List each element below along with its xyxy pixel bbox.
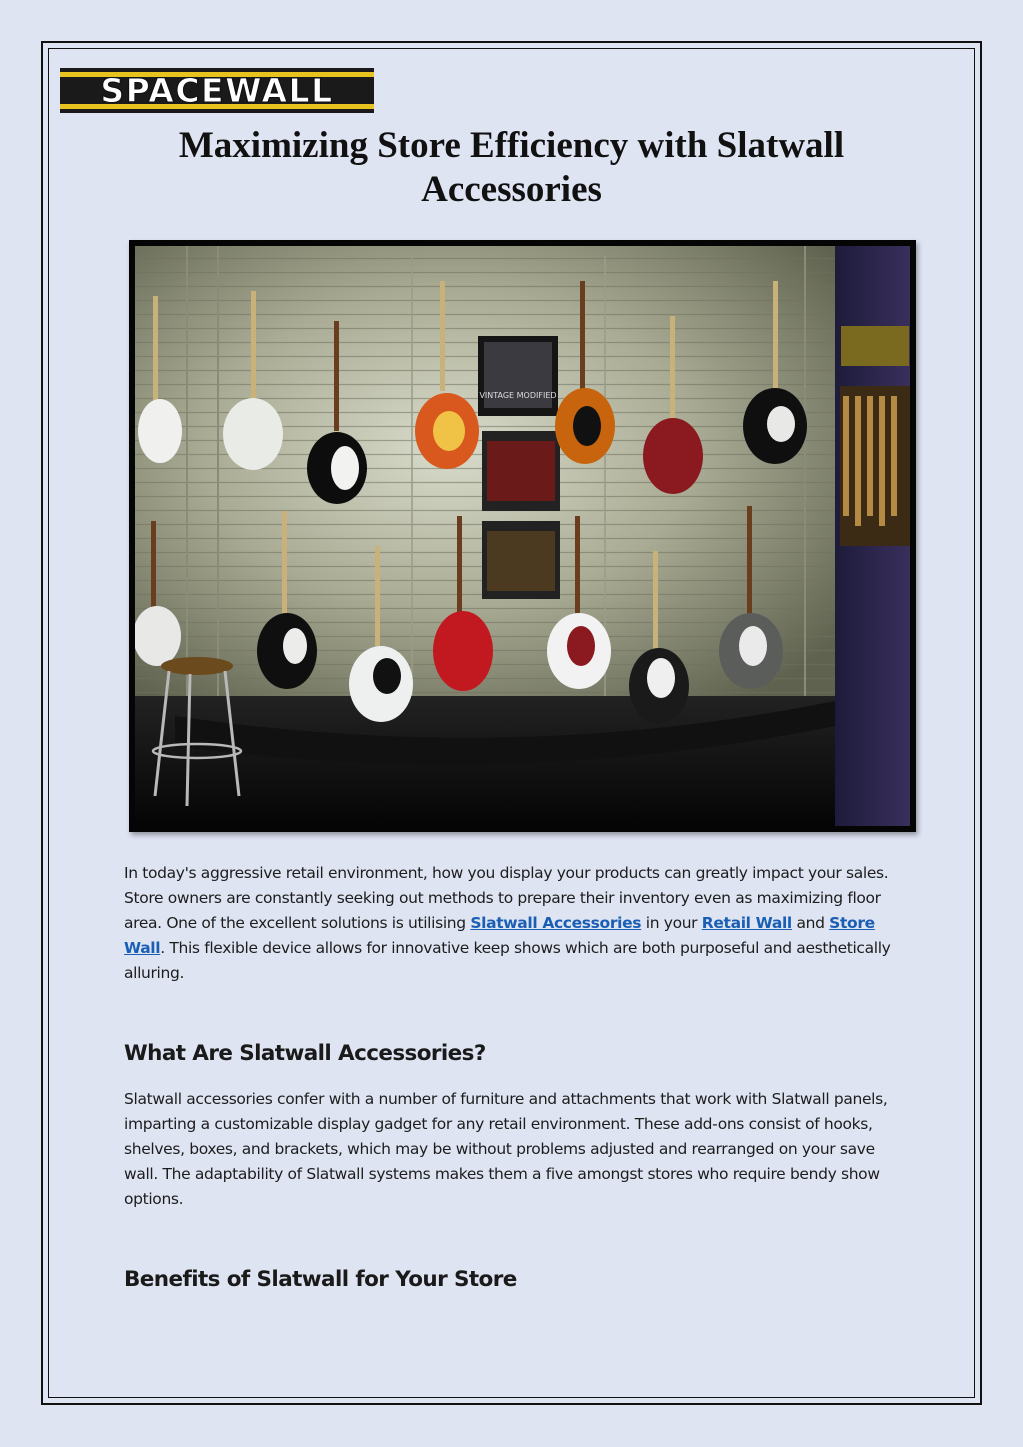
poster-vintage-text: VINTAGE MODIFIED <box>479 391 557 400</box>
intro-paragraph <box>124 861 904 986</box>
intro-text-1: In today's aggressive retail environment, how you display your products can greatly impact your sales. Store owners are constantly seeking out methods to prepare their inventory even as maximizing floor area. One of the excellent solutions is utilising <box>124 864 889 932</box>
section-heading-benefits: Benefits of Slatwall for Your Store <box>124 1267 517 1292</box>
logo-text: SPACEWALL <box>100 71 334 110</box>
page-title: Maximizing Store Efficiency with Slatwall Accessories <box>178 125 845 210</box>
store-wall-link[interactable]: Store Wall <box>124 914 875 957</box>
spacewall-logo <box>60 68 374 113</box>
intro-text-4: . This flexible device allows for innovative keep shows which are both purposeful and aesthetically alluring. <box>124 939 891 982</box>
intro-text-3: and <box>791 914 830 932</box>
section-heading-what: What Are Slatwall Accessories? <box>124 1041 486 1066</box>
intro-text-2: in your <box>641 914 702 932</box>
retail-wall-link[interactable]: Retail Wall <box>701 914 792 932</box>
slatwall-accessories-link[interactable]: Slatwall Accessories <box>470 914 642 932</box>
section-what-paragraph: Slatwall accessories confer with a number of furniture and attachments that work with Slatwall panels, imparting a customizable display gadget for any retail environment. These add-ons consist of hooks, shelves, boxes, and brackets, which may be without problems adjusted and rearranged on your save wall. The adaptability of Slatwall systems makes them a five amongst stores who require bendy show options. <box>124 1090 888 1208</box>
guitar-wall-photo <box>129 240 916 832</box>
